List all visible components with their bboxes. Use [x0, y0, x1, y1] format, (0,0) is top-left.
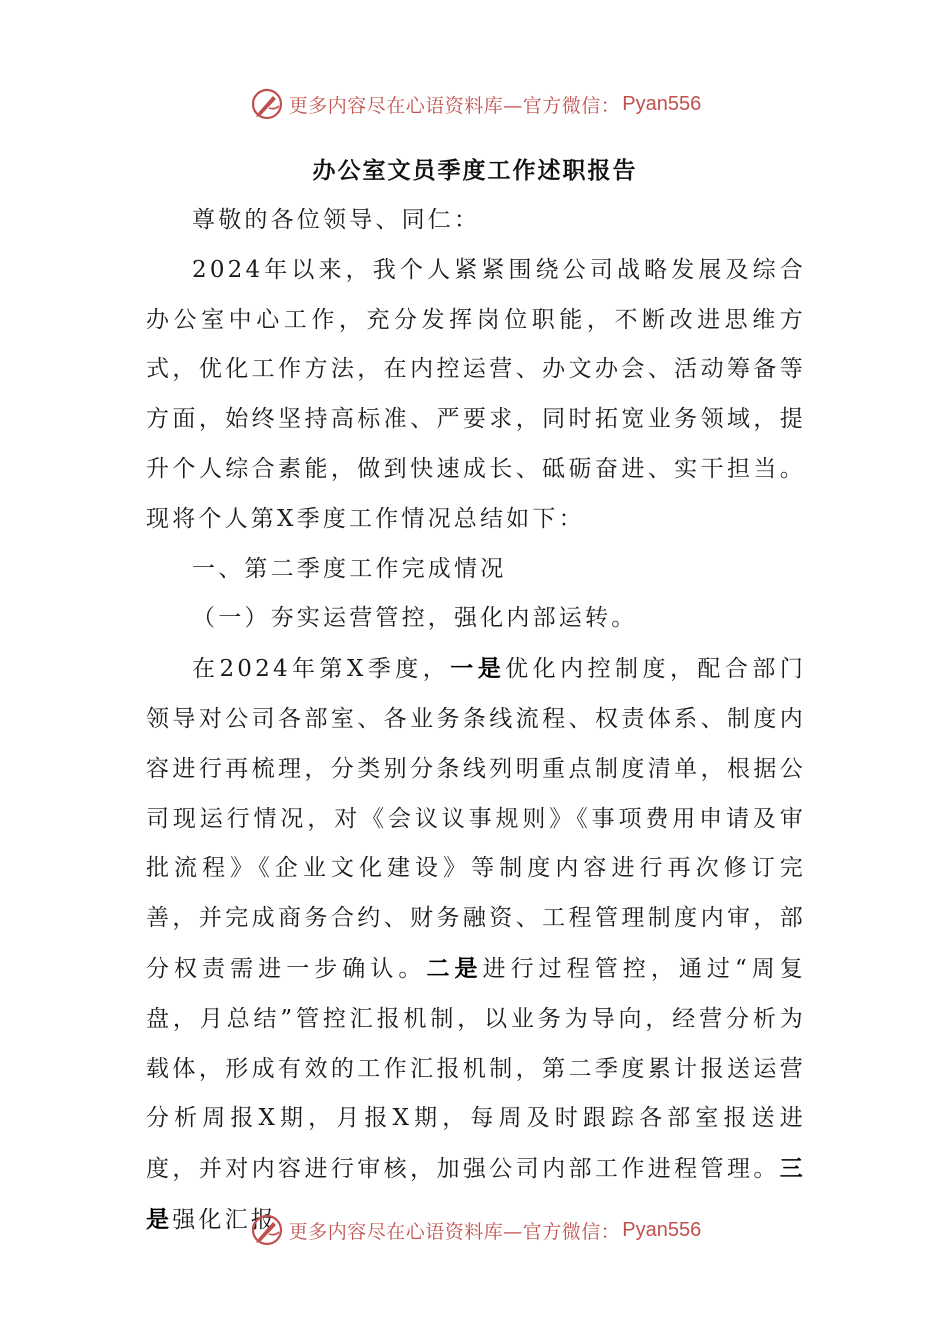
para-text-2: 优化内控制度，配合部门领导对公司各部室、各业务条线流程、权责体系、制度内容进行再梳理，分类别分条线列明重点制度清单，根据公司现运行情况，对《会议议事规则》《事项费用申请及审批流程》《企业文化建设》等制度内容进行再次修订完善，并完成商务合约、财务融资、工程管理制度内审，部分权责需进一步确认。 — [146, 656, 807, 982]
keyword-second: 二是 — [426, 954, 483, 982]
keyword-third: 三是 — [146, 1155, 806, 1233]
watermark-text: 更多内容尽在心语资料库—官方微信： — [288, 94, 621, 117]
watermark-text: 更多内容尽在心语资料库—官方微信： — [288, 1220, 621, 1243]
watermark-wechat-id: Pyan556 — [622, 92, 702, 115]
pen-logo-icon — [249, 86, 285, 122]
subsection-heading-1: （一）夯实运营管控，强化内部运转。 — [192, 605, 638, 632]
watermark-banner-top — [0, 84, 950, 124]
pen-logo-icon — [249, 1212, 285, 1248]
work-paragraph — [146, 644, 806, 1246]
watermark-banner-bottom — [0, 1210, 950, 1250]
watermark-wechat-id: Pyan556 — [622, 1218, 702, 1241]
document-title: 办公室文员季度工作述职报告 — [312, 157, 638, 184]
section-heading-1: 一、第二季度工作完成情况 — [192, 555, 507, 582]
document-body — [146, 196, 806, 1246]
para-text-1: 在2024年第X季度， — [192, 656, 451, 683]
keyword-first: 一是 — [450, 655, 506, 683]
greeting-paragraph: 尊敬的各位领导、同仁： — [192, 207, 481, 233]
para-text-4: 强化汇报 — [172, 1206, 278, 1233]
intro-paragraph: 2024年以来，我个人紧紧围绕公司战略发展及综合办公室中心工作，充分发挥岗位职能，不断改进思维方式，优化工作方法，在内控运营、办文办会、活动筹备等方面，始终坚持高标准、严要求，同时拓宽业务领域，提升个人综合素能，做到快速成长、砥砺奋进、实干担当。现将个人第X季度工作情况总结如下： — [146, 256, 806, 532]
para-text-3: 进行过程管控，通过“周复盘，月总结”管控汇报机制，以业务为导向，经营分析为载体，形成有效的工作汇报机制，第二季度累计报送运营分析周报X期，月报X期，每周及时跟踪各部室报送进度，并对内容进行审核，加强公司内部工作进程管理。 — [146, 955, 806, 1183]
